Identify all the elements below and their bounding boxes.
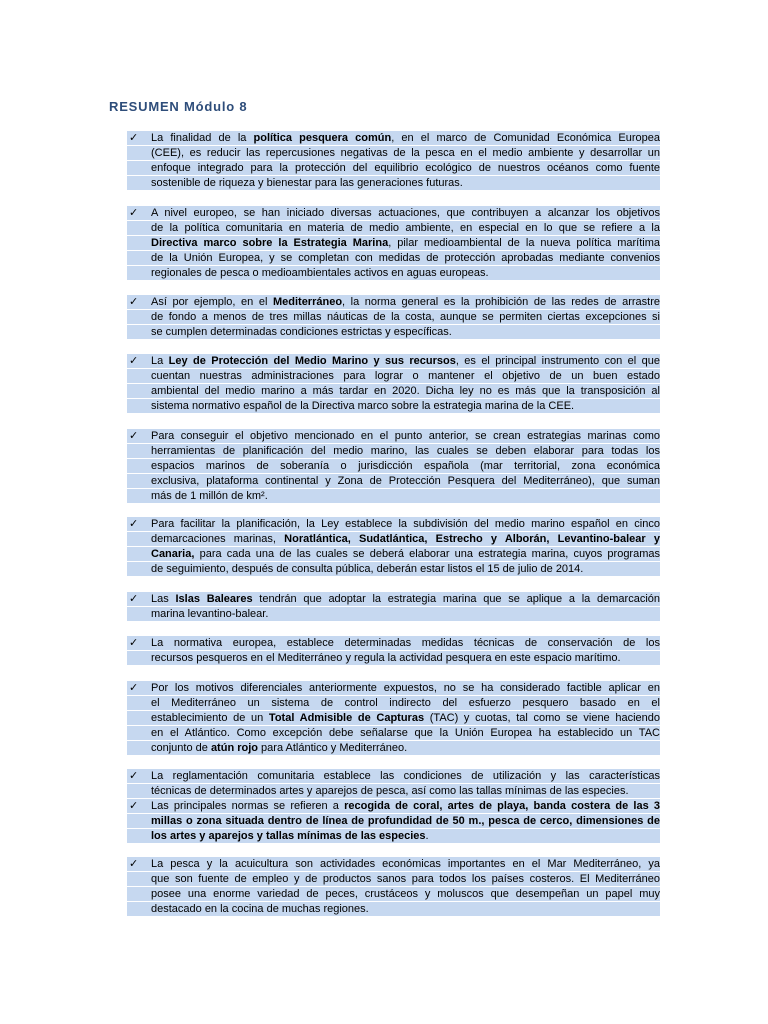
summary-item xyxy=(127,354,660,414)
text: Para facilitar la planificación, la Ley establece la subdivisión del medio marino español en cinco xyxy=(151,518,660,530)
text: para cada una de las cuales se deberá elaborar una estrategia marina, cuyos programas xyxy=(194,548,660,560)
text: sostenible de riqueza y bienestar para las generaciones futuras. xyxy=(151,177,463,189)
summary-line xyxy=(127,369,660,383)
checkmark-icon: ✓ xyxy=(129,207,139,219)
summary-item xyxy=(127,517,660,577)
bold-text: Ley de Protección del Medio Marino y sus recursos xyxy=(168,355,456,367)
summary-line xyxy=(127,221,660,235)
text: que son fuente de empleo y de productos sanos para todos los países costeros. El Mediterráneo xyxy=(151,873,660,885)
text: La xyxy=(151,355,169,367)
summary-line xyxy=(127,444,660,458)
text: enfoque integrado para la protección del equilibrio ecológico de nuestros océanos como fuente xyxy=(151,162,660,174)
summary-line xyxy=(127,354,660,368)
checkmark-icon: ✓ xyxy=(129,858,139,870)
summary-line xyxy=(127,726,660,740)
text: Para conseguir el objetivo mencionado en el punto anterior, se crean estrategias marinas como xyxy=(151,430,660,442)
summary-line xyxy=(127,784,660,798)
summary-line xyxy=(127,902,660,916)
text: tendrán que adoptar la estrategia marina que se aplique a la demarcación xyxy=(252,593,660,605)
checkmark-icon: ✓ xyxy=(129,518,139,530)
summary-item xyxy=(127,206,660,281)
checkmark-icon: ✓ xyxy=(129,132,139,144)
text: demarcaciones marinas, xyxy=(151,533,285,545)
text: La pesca y la acuicultura son actividades económicas importantes en el Mar Mediterráneo, ya xyxy=(151,858,660,870)
text: , la norma general es la prohibición de las redes de arrastre xyxy=(342,296,660,308)
summary-line xyxy=(127,887,660,901)
bold-text: los artes y aparejos y tallas mínimas de las especies xyxy=(151,830,426,842)
text: A nivel europeo, se han iniciado diversas actuaciones, que contribuyen a alcanzar los objetivos xyxy=(151,207,660,219)
bold-text: Total Admisible de Capturas xyxy=(268,712,425,724)
summary-item xyxy=(127,769,660,799)
summary-line xyxy=(127,429,660,443)
summary-line xyxy=(127,161,660,175)
text: marina levantino-balear. xyxy=(151,608,269,620)
summary-line xyxy=(127,325,660,339)
summary-line xyxy=(127,681,660,695)
page-title: RESUMEN Módulo 8 xyxy=(109,99,248,114)
text: recursos pesqueros en el Mediterráneo y regula la actividad pesquera en este espacio marítimo. xyxy=(151,652,621,664)
text: conjunto de xyxy=(151,742,211,754)
text: para Atlántico y Mediterráneo. xyxy=(258,742,408,754)
text: Por los motivos diferenciales anteriormente expuestos, no se ha considerado factible aplicar en xyxy=(151,682,660,694)
summary-item xyxy=(127,636,660,666)
bold-text: millas o zona situada dentro de línea de profundidad de 50 m., pesca de cerco, dimensiones de xyxy=(151,815,660,827)
text: (CEE), es reducir las repercusiones negativas de la pesca en el medio ambiente y desarrollar un xyxy=(151,147,660,159)
bold-text: Islas Baleares xyxy=(175,593,253,605)
text: en el Atlántico. Como excepción debe señalarse que la Unión Europea ha establecido un TAC xyxy=(151,727,660,739)
summary-line xyxy=(127,206,660,220)
checkmark-icon: ✓ xyxy=(129,355,139,367)
checkmark-icon: ✓ xyxy=(129,800,139,812)
summary-item xyxy=(127,681,660,756)
summary-line xyxy=(127,146,660,160)
text: espacios marinos de soberanía o jurisdicción española (mar territorial, zona económica xyxy=(151,460,660,472)
bold-text: recogida de coral, artes de playa, banda costera de las 3 xyxy=(344,800,660,812)
summary-line xyxy=(127,459,660,473)
text: más de 1 millón de km². xyxy=(151,490,268,502)
text: , en el marco de Comunidad Económica Europea xyxy=(391,132,660,144)
summary-line xyxy=(127,384,660,398)
text: posee una enorme variedad de peces, crustáceos y moluscos que desempeñan un papel muy xyxy=(151,888,660,900)
summary-line xyxy=(127,236,660,250)
summary-line xyxy=(127,607,660,621)
text: destacado en la cocina de muchas regiones. xyxy=(151,903,369,915)
text: ambiental del medio marino a más tardar en 2020. Dicha ley no es más que la transposición al xyxy=(151,385,660,397)
bold-text: Canaria, xyxy=(151,548,195,560)
summary-line xyxy=(127,799,660,813)
summary-line xyxy=(127,696,660,710)
checkmark-icon: ✓ xyxy=(129,296,139,308)
text: establecimiento de un xyxy=(151,712,269,724)
text: , es el principal instrumento con el que xyxy=(455,355,660,367)
text: Las xyxy=(151,593,176,605)
checkmark-icon: ✓ xyxy=(129,593,139,605)
bold-text: Mediterráneo xyxy=(272,296,343,308)
text: (TAC) y cuotas, tal como se viene haciendo xyxy=(424,712,660,724)
checkmark-icon: ✓ xyxy=(129,430,139,442)
text: regionales de pesca o medioambientales activos en aguas europeas. xyxy=(151,267,489,279)
checkmark-icon: ✓ xyxy=(129,682,139,694)
summary-line xyxy=(127,251,660,265)
summary-line xyxy=(127,176,660,190)
summary-line xyxy=(127,636,660,650)
text: cuentan nuestras administraciones para lograr o mantener el objetivo de un buen estado xyxy=(151,370,660,382)
checkmark-icon: ✓ xyxy=(129,637,139,649)
bold-text: política pesquera común xyxy=(253,132,392,144)
text: Así por ejemplo, en el xyxy=(151,296,273,308)
text: , pilar medioambiental de la nueva política marítima xyxy=(388,237,660,249)
text: . xyxy=(425,830,429,842)
summary-line xyxy=(127,857,660,871)
summary-item xyxy=(127,429,660,504)
text: de la Unión Europea, y se completan con medidas de protección aprobadas mediante convenios xyxy=(151,252,660,264)
summary-line xyxy=(127,872,660,886)
summary-item xyxy=(127,131,660,191)
summary-line xyxy=(127,829,660,843)
text: exclusiva, plataforma continental y Zona de Protección Pesquera del Mediterráneo), que suman xyxy=(151,475,660,487)
text: el Mediterráneo un sistema de control indirecto del esfuerzo pesquero basado en el xyxy=(151,697,660,709)
summary-line xyxy=(127,131,660,145)
bold-text: Directiva marco sobre la Estrategia Marina xyxy=(151,237,389,249)
text: La finalidad de la xyxy=(151,132,254,144)
summary-item xyxy=(127,799,660,844)
text: de la política comunitaria en materia de medio ambiente, en especial en lo que se refiere a la xyxy=(151,222,660,234)
summary-line xyxy=(127,266,660,280)
summary-line xyxy=(127,769,660,783)
text: sistema normativo español de la Directiva marco sobre la estrategia marina de la CEE. xyxy=(151,400,575,412)
text: de fondo a menos de tres millas náuticas de la costa, aunque se permiten ciertas excepciones si xyxy=(151,311,660,323)
summary-line xyxy=(127,562,660,576)
summary-line xyxy=(127,711,660,725)
summary-item xyxy=(127,295,660,340)
text: La reglamentación comunitaria establece las condiciones de utilización y las características xyxy=(151,770,660,782)
summary-line xyxy=(127,517,660,531)
text: técnicas de determinados artes y aparejos de pesca, así como las tallas mínimas de las especies. xyxy=(151,785,629,797)
summary-line xyxy=(127,651,660,665)
summary-line xyxy=(127,741,660,755)
checkmark-icon: ✓ xyxy=(129,770,139,782)
summary-item xyxy=(127,857,660,917)
summary-line xyxy=(127,295,660,309)
summary-line xyxy=(127,547,660,561)
summary-line xyxy=(127,474,660,488)
text: de seguimiento, después de consulta pública, deberán estar listos el 15 de julio de 2014. xyxy=(151,563,584,575)
text: se cumplen determinadas condiciones estrictas y específicas. xyxy=(151,326,452,338)
summary-line xyxy=(127,592,660,606)
summary-line xyxy=(127,310,660,324)
summary-line xyxy=(127,814,660,828)
summary-line xyxy=(127,399,660,413)
summary-item xyxy=(127,592,660,622)
text: Las principales normas se refieren a xyxy=(151,800,345,812)
summary-line xyxy=(127,489,660,503)
text: herramientas de planificación del medio marino, las cuales se deben elaborar para todas los xyxy=(151,445,660,457)
summary-line xyxy=(127,532,660,546)
bold-text: Noratlántica, Sudatlántica, Estrecho y Alborán, Levantino-balear y xyxy=(284,533,660,545)
bold-text: atún rojo xyxy=(210,742,258,754)
text: La normativa europea, establece determinadas medidas técnicas de conservación de los xyxy=(151,637,660,649)
